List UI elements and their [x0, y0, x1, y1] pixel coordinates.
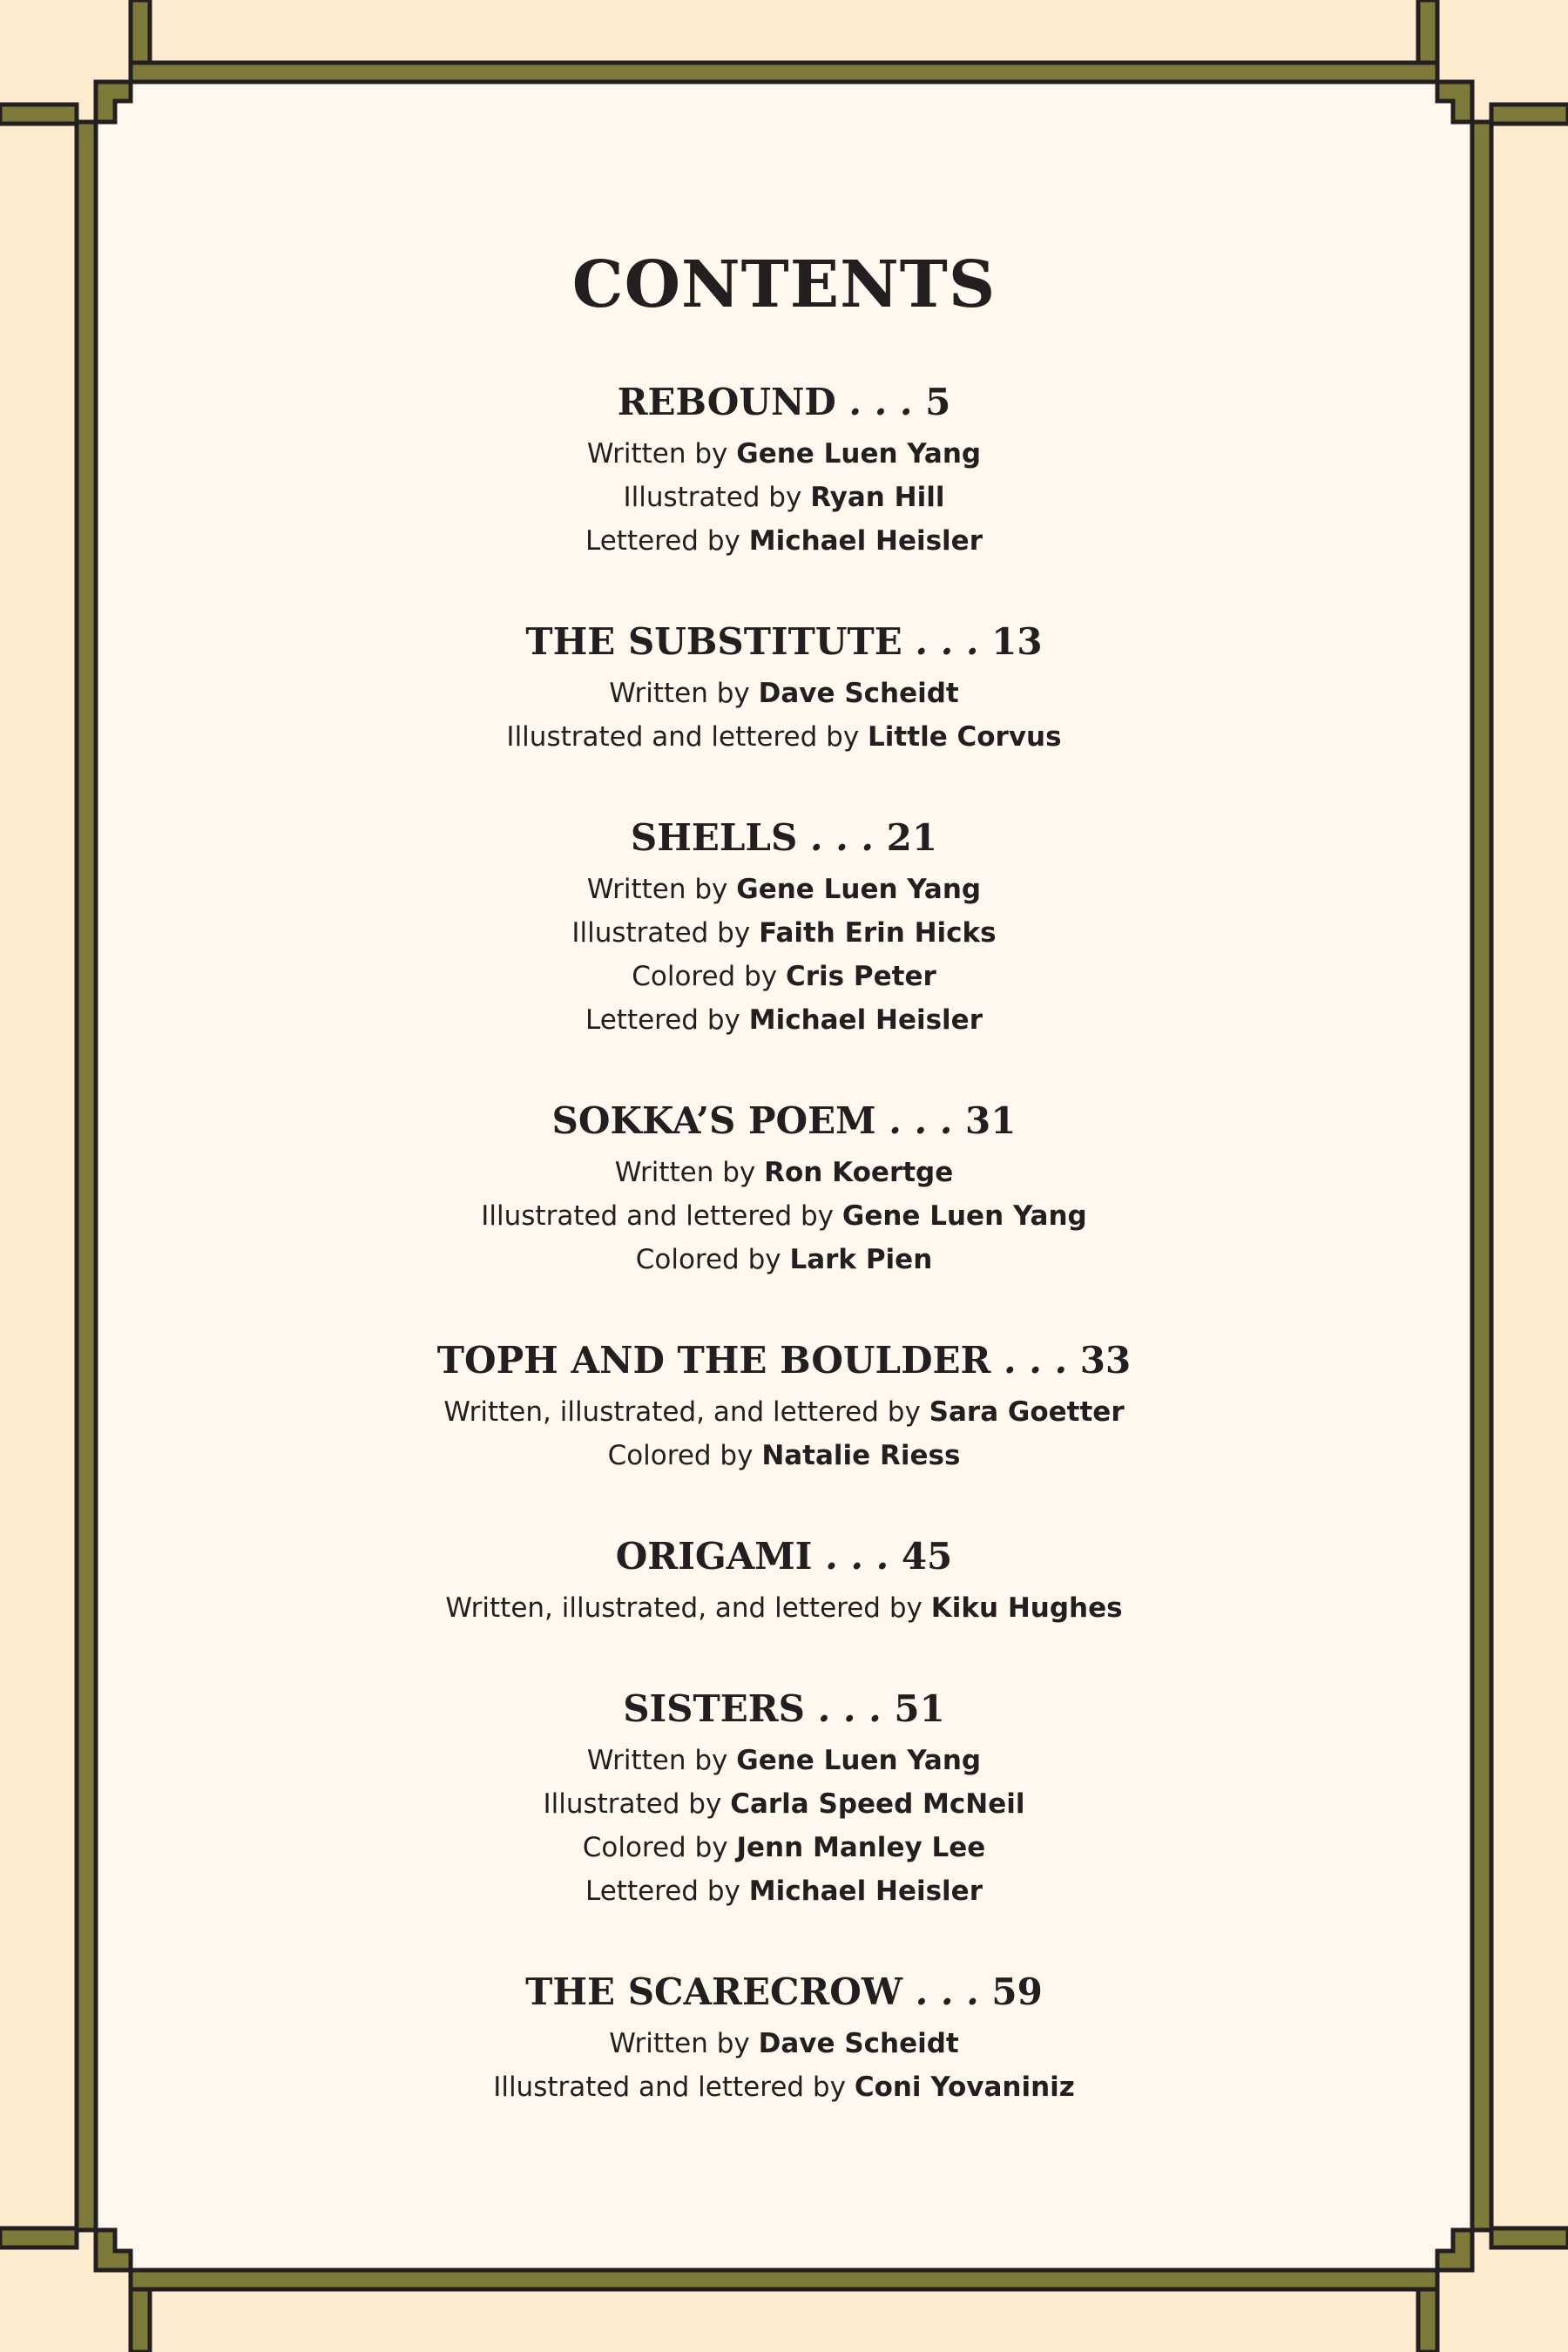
credit-name: Ron Koertge — [764, 1157, 954, 1188]
credit-line — [96, 1782, 1472, 1826]
credit-name: Dave Scheidt — [758, 678, 959, 709]
frame-top-band — [131, 63, 1437, 82]
credit-name: Lark Pien — [789, 1244, 933, 1275]
page-number: 59 — [991, 1970, 1043, 2013]
page-number: 33 — [1079, 1339, 1132, 1382]
leader-dots: . . . — [902, 1970, 992, 2013]
credit-line — [96, 519, 1472, 563]
toc-entry-heading — [96, 810, 1472, 866]
credit-name: Carla Speed McNeil — [730, 1788, 1025, 1820]
credit-role: Illustrated by — [543, 1788, 722, 1820]
credit-name: Gene Luen Yang — [736, 438, 982, 470]
frame-corner-top-right — [1418, 0, 1437, 63]
leader-dots: . . . — [805, 1687, 895, 1730]
credit-role: Written by — [609, 2028, 750, 2059]
credit-role: Written, illustrated, and lettered by — [445, 1592, 923, 1624]
credit-line — [96, 1586, 1472, 1630]
credit-role: Colored by — [632, 961, 778, 992]
toc-entry-heading — [96, 1333, 1472, 1389]
credit-name: Michael Heisler — [748, 525, 983, 557]
toc-entry-heading — [96, 1529, 1472, 1585]
leader-dots: . . . — [875, 1099, 965, 1142]
story-title: SHELLS — [630, 816, 798, 859]
frame-bottom-band — [131, 2270, 1437, 2289]
credit-role: Illustrated by — [623, 482, 802, 513]
credit-name: Ryan Hill — [810, 482, 945, 513]
credit-role: Illustrated and lettered by — [506, 721, 860, 753]
credit-line — [96, 432, 1472, 476]
credit-line — [96, 1826, 1472, 1869]
credit-name: Faith Erin Hicks — [759, 917, 997, 949]
credit-name: Gene Luen Yang — [841, 1200, 1087, 1232]
leader-dots: . . . — [797, 816, 887, 859]
credit-role: Illustrated by — [571, 917, 751, 949]
frame-right-band — [1472, 122, 1491, 2230]
credit-line — [96, 1434, 1472, 1477]
toc-entry — [96, 1093, 1472, 1281]
frame-corner-top-left — [131, 0, 150, 63]
credit-line — [96, 998, 1472, 1042]
toc-entry-heading — [96, 375, 1472, 430]
frame-corner-bottom-left — [131, 2289, 150, 2352]
toc-entry-heading — [96, 614, 1472, 670]
page-number: 21 — [886, 816, 938, 859]
toc-entry-heading — [96, 1681, 1472, 1737]
credit-role: Illustrated and lettered by — [481, 1200, 835, 1232]
credit-role: Lettered by — [585, 525, 740, 557]
credit-role: Colored by — [582, 1832, 728, 1863]
credit-role: Colored by — [635, 1244, 781, 1275]
story-title: ORIGAMI — [615, 1535, 813, 1578]
credit-name: Gene Luen Yang — [736, 874, 982, 905]
credit-name: Kiku Hughes — [930, 1592, 1123, 1624]
toc-entry — [96, 614, 1472, 759]
credit-name: Sara Goetter — [929, 1396, 1125, 1428]
toc-entry — [96, 375, 1472, 563]
toc-entry — [96, 1964, 1472, 2109]
credit-line — [96, 1390, 1472, 1434]
credit-line — [96, 2022, 1472, 2065]
page-number: 45 — [901, 1535, 953, 1578]
leader-dots: . . . — [835, 381, 926, 423]
page-number: 31 — [964, 1099, 1017, 1142]
page-number: 51 — [894, 1687, 945, 1730]
toc-entry — [96, 810, 1472, 1042]
leader-dots: . . . — [812, 1535, 902, 1578]
page-number: 5 — [925, 381, 951, 423]
toc-entry — [96, 1529, 1472, 1630]
credit-line — [96, 715, 1472, 759]
credit-role: Lettered by — [585, 1004, 740, 1036]
credit-role: Written by — [586, 438, 728, 470]
story-title: REBOUND — [617, 381, 836, 423]
page-title: CONTENTS — [571, 247, 997, 322]
credit-role: Written by — [586, 874, 728, 905]
story-title: THE SUBSTITUTE — [525, 620, 902, 663]
credit-role: Colored by — [607, 1440, 754, 1471]
credit-line — [96, 1238, 1472, 1281]
credit-name: Gene Luen Yang — [736, 1745, 982, 1776]
credit-name: Dave Scheidt — [758, 2028, 959, 2059]
credit-line — [96, 672, 1472, 715]
credit-line — [96, 868, 1472, 911]
credit-role: Lettered by — [585, 1876, 740, 1907]
toc-entry — [96, 1681, 1472, 1913]
toc-entry-heading — [96, 1093, 1472, 1149]
leader-dots: . . . — [990, 1339, 1080, 1382]
story-title: SOKKA’S POEM — [551, 1099, 876, 1142]
credit-line — [96, 476, 1472, 519]
story-title: SISTERS — [623, 1687, 805, 1730]
credit-role: Written, illustrated, and lettered by — [443, 1396, 921, 1428]
credit-line — [96, 1151, 1472, 1194]
credit-name: Jenn Manley Lee — [736, 1832, 986, 1863]
credit-line — [96, 2065, 1472, 2109]
credit-name: Coni Yovaniniz — [854, 2072, 1075, 2103]
credit-line — [96, 911, 1472, 955]
credit-line — [96, 1869, 1472, 1913]
toc-entry-heading — [96, 1964, 1472, 2020]
frame-left-band — [77, 122, 96, 2230]
credit-role: Written by — [609, 678, 750, 709]
credit-name: Cris Peter — [785, 961, 936, 992]
credit-role: Written by — [586, 1745, 728, 1776]
credit-line — [96, 1739, 1472, 1782]
toc-entry — [96, 1333, 1472, 1477]
credit-name: Natalie Riess — [761, 1440, 961, 1471]
credit-role: Illustrated and lettered by — [493, 2072, 846, 2103]
frame-corner-bottom-right — [1418, 2289, 1437, 2352]
page-number: 13 — [991, 620, 1043, 663]
credit-name: Michael Heisler — [748, 1876, 983, 1907]
credit-name: Little Corvus — [868, 721, 1062, 753]
credit-line — [96, 1194, 1472, 1238]
credit-role: Written by — [614, 1157, 756, 1188]
credit-line — [96, 955, 1472, 998]
leader-dots: . . . — [902, 620, 992, 663]
story-title: TOPH AND THE BOULDER — [436, 1339, 991, 1382]
story-title: THE SCARECROW — [525, 1970, 903, 2013]
credit-name: Michael Heisler — [748, 1004, 983, 1036]
